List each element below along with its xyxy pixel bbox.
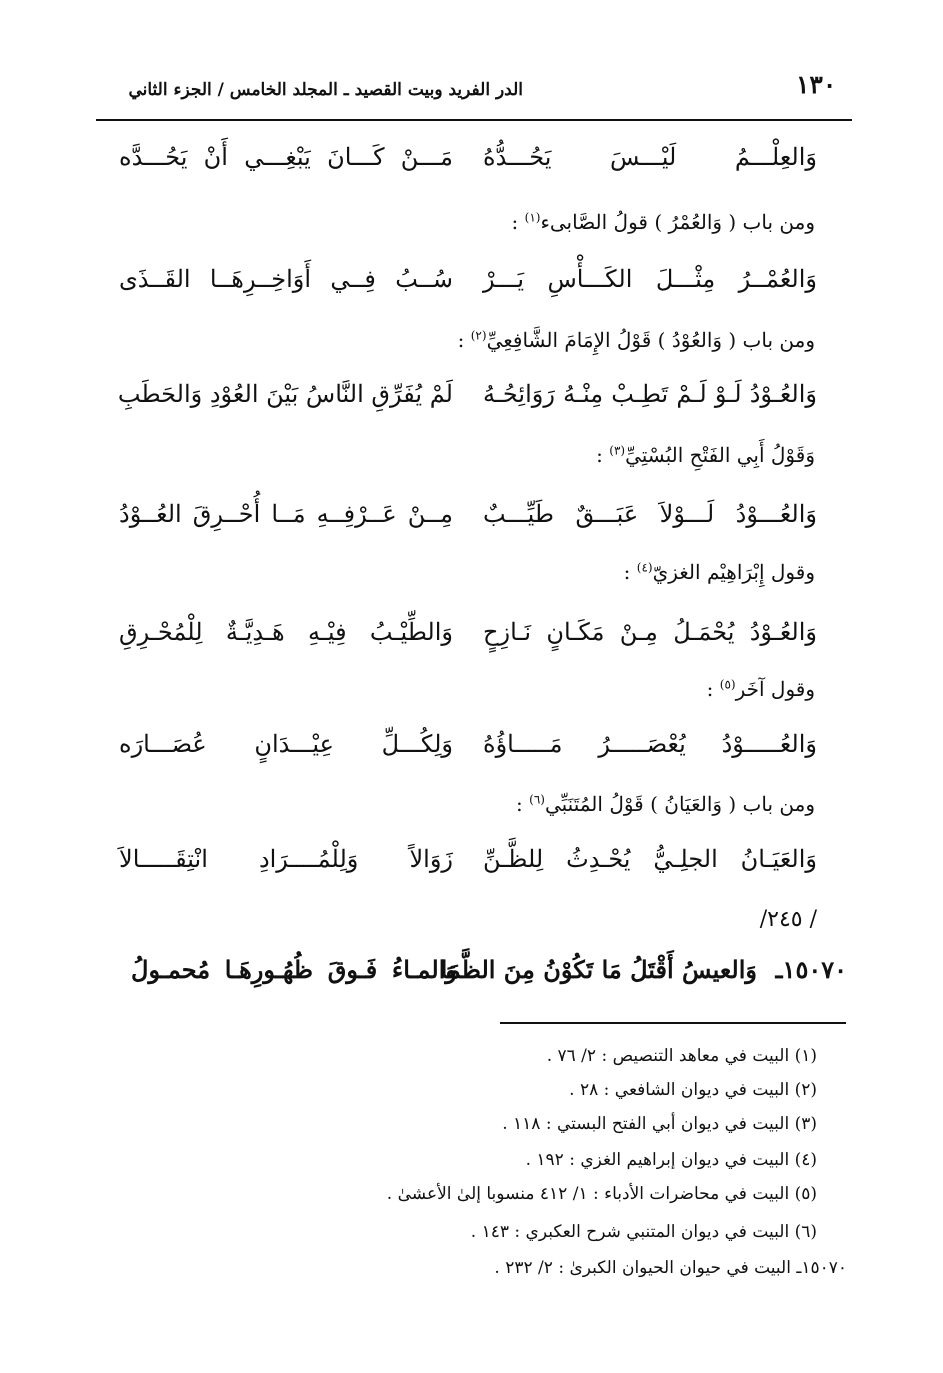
footnote-ref-5: (٥) xyxy=(719,677,736,692)
numbered-verse-first-hemistich: وَالعيسُ أَقْتَلُ مَا تَكُوْنُ مِنَ الظَّمَا xyxy=(440,955,757,984)
footnote-15070: ١٥٠٧٠ـ البيت في حيوان الحيوان الكبرىٰ : ٢/ ٢٣٢ . xyxy=(494,1258,847,1278)
footnote-ref-3: (٣) xyxy=(609,443,626,458)
intro-line-2: ومن باب ( وَالعُوْدُ ) قَوْلُ الإِمَامَ الشَّافِعِيِّ$^{(٢)}$ : xyxy=(457,328,815,352)
footnote-ref-4: (٤) xyxy=(636,560,653,575)
footnote-rule xyxy=(500,1022,846,1024)
footnote-ref-6: (٦) xyxy=(529,792,545,807)
footnote-4: (٤) البيت في ديوان إبراهيم الغزي : ١٩٢ . xyxy=(525,1150,817,1170)
verse-2-first-hemistich: وَالعُمْــرُ مِثْـــلَ الكَـــأْسِ يَـــرْ xyxy=(483,265,817,293)
verse-3-second-hemistich: لَمْ يُفَرِّقِ النَّاسُ بَيْنَ العُوْدِ وَالحَطَبِ xyxy=(117,380,453,408)
verse-7-first-hemistich: وَالعَيَـانُ الجلِـيُّ يُحْـدِثُ لِلظَّـنِّ xyxy=(483,845,817,873)
verse-3-first-hemistich: وَالعُـوْدُ لَـوْ لَـمْ تَطِـبْ مِنْـهُ رَوَائِحُـهُ xyxy=(483,380,817,408)
verse-5-first-hemistich: وَالعُـوْدُ يُحْمَـلُ مِـنْ مَكَـانٍ نَـازِحٍ xyxy=(483,618,817,646)
numbered-verse-second-hemistich: وَالمـاءُ فَـوقَ ظُهُـورِهَـا مُحمـولُ xyxy=(131,955,457,984)
footnote-1: (١) البيت في معاهد التنصيص : ٢/ ٧٦ . xyxy=(546,1046,817,1066)
footnote-2: (٢) البيت في ديوان الشافعي : ٢٨ . xyxy=(569,1080,817,1100)
verse-6-second-hemistich: وَلِكُـــلِّ عِيْـــدَانٍ عُصَـــارَه xyxy=(119,730,453,758)
footnote-6: (٦) البيت في ديوان المتنبي شرح العكبري : ١٤٣ . xyxy=(470,1222,817,1242)
footnote-5: (٥) البيت في محاضرات الأدباء : ١/ ٤١٢ منسوبا إلىٰ الأعشىٰ . xyxy=(386,1184,817,1204)
running-header-title: الدر الفريد وبيت القصيد ـ المجلد الخامس / الجزء الثاني xyxy=(128,80,523,100)
verse-4-second-hemistich: مِــنْ عَــرْفِــهِ مَــا أُحْــرِقَ العُــوْدُ xyxy=(119,500,453,528)
verse-1-first-hemistich: وَالعِلْـــمُ لَيْـــسَ يَحُـــدُّهُ xyxy=(483,143,817,171)
intro-line-6: ومن باب ( وَالعَيَانُ ) قَوْلُ المُتَنَبِّي$^{(٦)}$ : xyxy=(516,792,815,816)
verse-4-first-hemistich: وَالعُـــوْدُ لَـــوْلاَ عَبَـــقٌ طَيِّـــبٌ xyxy=(483,500,817,528)
intro-line-1: ومن باب ( وَالعُمْرُ ) قولُ الصَّابىء$^{(١)}$ : xyxy=(511,210,815,234)
verse-7-second-hemistich: زَوَالاً وَلِلْمُــــرَادِ انْتِقَـــــالاَ xyxy=(119,845,453,873)
verse-2-second-hemistich: سُــبُ فِــي أَوَاخِــرِهَــا القَــذَى xyxy=(119,265,453,293)
verse-number: ١٥٠٧٠ـ xyxy=(775,955,847,984)
header-rule xyxy=(96,119,852,121)
manuscript-folio-marker: / ٢٤٥/ xyxy=(759,907,817,932)
footnote-3: (٣) البيت في ديوان أبي الفتح البستي : ١١٨ . xyxy=(502,1114,817,1134)
verse-5-second-hemistich: وَالطِّيْـبُ فِيْـهِ هَـدِيَّـةٌ لِلْمُحْـرِقِ xyxy=(119,618,453,646)
intro-line-3: وَقَوْلُ أَبِي الفَتْحِ البُسْتِيِّ$^{(٣)}$ : xyxy=(596,443,815,467)
footnote-ref-2: (٢) xyxy=(470,328,487,343)
intro-line-4: وقول إِبْرَاهِيْم الغزيّ$^{(٤)}$ : xyxy=(623,560,815,584)
footnote-ref-1: (١) xyxy=(524,210,541,225)
verse-1-second-hemistich: مَـــنْ كَـــانَ يَبْغِـــي أَنْ يَحُـــدَّه xyxy=(119,143,453,171)
page-number: ١٣٠ xyxy=(796,70,837,99)
intro-line-5: وقول آخَر$^{(٥)}$ : xyxy=(706,677,815,701)
verse-6-first-hemistich: وَالعُـــــوْدُ يُعْصَـــــرُ مَـــــاؤُهُ xyxy=(483,730,817,758)
